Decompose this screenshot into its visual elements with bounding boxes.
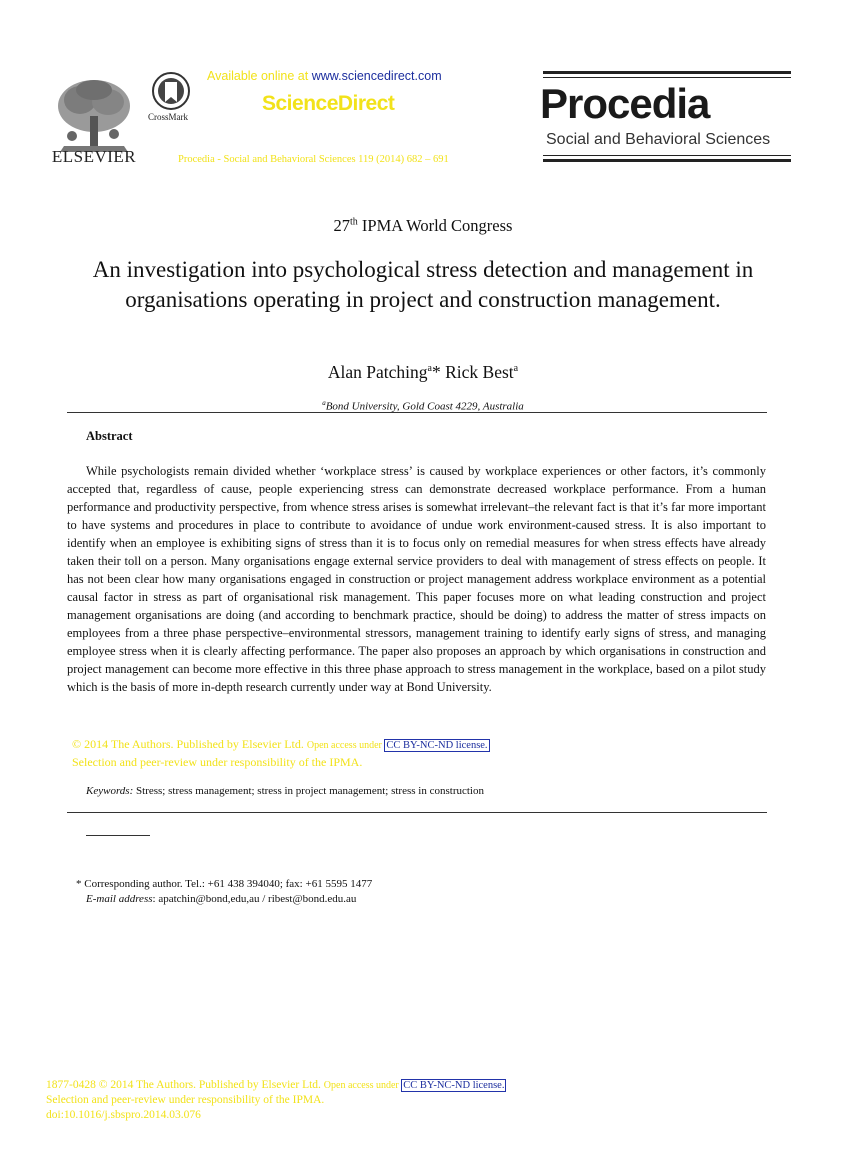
footnote-rule [86, 835, 150, 836]
author-affil-sup: a [513, 363, 519, 375]
email-label: E-mail address [86, 893, 153, 905]
copyright-notice [72, 736, 490, 770]
elsevier-wordmark: ELSEVIER [51, 147, 137, 166]
open-access-text: Open access under [323, 1080, 402, 1091]
procedia-rule [543, 71, 791, 74]
doi-link[interactable]: doi:10.1016/j.sbspro.2014.03.076 [46, 1109, 201, 1121]
copyright-text: © 2014 The Authors. Published by Elsevier Ltd. [72, 737, 307, 751]
author-name: * Rick Best [431, 362, 514, 382]
keywords [86, 785, 484, 797]
procedia-rule [543, 159, 791, 162]
procedia-rule [543, 155, 791, 156]
procedia-subtitle: Social and Behavioral Sciences [546, 131, 771, 148]
author-affil-sup: a [427, 363, 432, 375]
congress-number: 27 [333, 216, 351, 235]
crossmark-icon[interactable] [150, 72, 192, 112]
affiliation-sup: a [322, 399, 326, 407]
abstract-body: While psychologists remain divided whether ‘workplace stress’ is caused by workplace experiences or other factors, it’s commonly accepted that, regardless of cause, people experiencing stress can demonstrate decreased workplace performance. From a human performance and productivity perspective, from whence stress arises is somewhat irrelevant–the relevant fact is that it’s far more important to have systems and procedures in place to contribute to avoidance of undue work environment-caused stress. It is also important to identify when an employee is exhibiting signs of stress than it is to focus only on remedial measures for when stress effects have already taken their toll on a person. Many organisations engage external service providers to deal with management of stress effects on people. It has not been clear how many organisations engaged in construction or project management address workplace environment as a potential causal factor in stress as part of organisational risk management. This paper focuses more on what leading construction and project management organisations are doing (and according to benchmark practice, should be doing) to address the matter of stress impacts on employees from a three phase perspective–environmental stressors, management training to identify early signs of stress, and managing employee stress when it is clearly affecting performance. The paper also proposes an approach by which organisations in construction and project management can become more effective in this three phase approach to stress management in the workplace, based on a pilot study which is the basis of more in-depth research currently under way at Bond University. [67, 464, 766, 694]
journal-reference: Procedia - Social and Behavioral Sciences 119 (2014) 682 – 691 [178, 154, 449, 165]
email-address: : apatchin@bond,edu,au / ribest@bond.edu.au [152, 893, 357, 905]
license-link[interactable]: CC BY-NC-ND license. [386, 740, 488, 751]
congress-sup: th [350, 216, 358, 228]
available-prefix: Available online at [207, 69, 312, 83]
bottom-copyright [46, 1078, 506, 1123]
sciencedirect-logo[interactable]: ScienceDirect [262, 92, 395, 115]
available-online-line [207, 69, 442, 83]
footnote [76, 877, 372, 907]
divider-rule [67, 412, 767, 413]
peer-review-line: Selection and peer-review under responsibility of the IPMA. [72, 755, 363, 769]
affiliation [0, 399, 846, 413]
affiliation-text: Bond University, Gold Coast 4229, Australia [325, 400, 524, 413]
divider-rule [67, 812, 767, 813]
paper-title: An investigation into psychological stress detection and management in organisations operating in project and construction management. [92, 257, 754, 312]
procedia-logo: Procedia [540, 80, 710, 127]
sciencedirect-url-link[interactable]: www.sciencedirect.com [311, 69, 442, 83]
keywords-text: Stress; stress management; stress in project management; stress in construction [133, 785, 484, 797]
copyright-line [72, 736, 490, 754]
open-access-text: Open access under [306, 740, 385, 751]
procedia-rule [543, 77, 791, 78]
corresponding-author: * Corresponding author. Tel.: +61 438 394040; fax: +61 5595 1477 [76, 878, 373, 890]
author-name: Alan Patching [327, 362, 428, 382]
email-line [76, 892, 372, 907]
peer-review-line: Selection and peer-review under responsibility of the IPMA. [46, 1094, 325, 1106]
abstract-heading: Abstract [86, 429, 133, 443]
congress-name [0, 216, 846, 236]
issn-line [46, 1078, 506, 1093]
author-line [0, 362, 846, 383]
crossmark-label: CrossMark [148, 112, 188, 122]
issn-text: 1877-0428 © 2014 The Authors. Published by Elsevier Ltd. [46, 1079, 324, 1091]
congress-rest: IPMA World Congress [357, 216, 513, 235]
keywords-label: Keywords: [86, 785, 134, 797]
license-link[interactable]: CC BY-NC-ND license. [403, 1080, 505, 1091]
